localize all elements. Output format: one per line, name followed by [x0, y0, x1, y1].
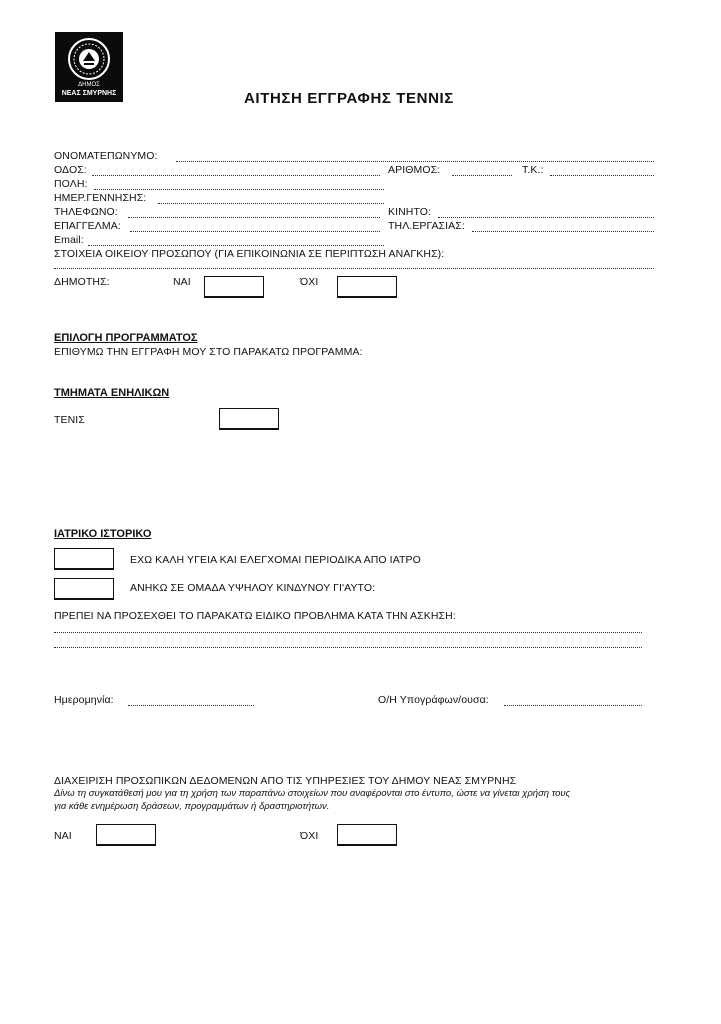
emergency-label: ΣΤΟΙΧΕΙΑ ΟΙΚΕΙΟΥ ΠΡΟΣΩΠΟΥ (ΓΙΑ ΕΠΙΚΟΙΝΩΝΙΑ ΣΕ ΠΕΡΙΠΤΩΣΗ ΑΝΑΓΚΗΣ): — [54, 248, 445, 260]
logo-line-2: ΝΕΑΣ ΣΜΥΡΝΗΣ — [61, 90, 117, 97]
healthy-checkbox[interactable] — [54, 548, 114, 570]
emergency-field[interactable] — [54, 268, 654, 269]
birthdate-label: ΗΜΕΡ.ΓΕΝΝΗΣΗΣ: — [54, 192, 147, 204]
number-label: ΑΡΙΘΜΟΣ: — [388, 164, 441, 176]
email-field[interactable] — [88, 245, 384, 246]
resident-label: ΔΗΜΟΤΗΣ: — [54, 276, 110, 288]
adults-heading: ΤΜΗΜΑΤΑ ΕΝΗΛΙΚΩΝ — [54, 387, 170, 399]
resident-no-checkbox[interactable] — [337, 276, 397, 298]
mobile-field[interactable] — [438, 217, 654, 218]
fullname-field[interactable] — [176, 161, 654, 162]
gdpr-no-checkbox[interactable] — [337, 824, 397, 846]
phone-field[interactable] — [128, 217, 380, 218]
page-title: ΑΙΤΗΣΗ ΕΓΓΡΑΦΗΣ ΤΕΝΝΙΣ — [244, 90, 454, 107]
postcode-field[interactable] — [550, 175, 654, 176]
medical-heading: ΙΑΤΡΙΚΟ ΙΣΤΟΡΙΚΟ — [54, 528, 152, 540]
tennis-label: ΤΕΝΙΣ — [54, 414, 85, 426]
street-field[interactable] — [92, 175, 380, 176]
program-desc: ΕΠΙΘΥΜΩ ΤΗΝ ΕΓΓΡΑΦΗ ΜΟΥ ΣΤΟ ΠΑΡΑΚΑΤΩ ΠΡΟΓΡΑΜΜΑ: — [54, 346, 363, 358]
postcode-label: Τ.Κ.: — [522, 164, 544, 176]
city-field[interactable] — [94, 189, 384, 190]
special-problem-label: ΠΡΕΠΕΙ ΝΑ ΠΡΟΣΕΧΘΕΙ ΤΟ ΠΑΡΑΚΑΤΩ ΕΙΔΙΚΟ ΠΡΟΒΛΗΜΑ ΚΑΤΑ ΤΗΝ ΑΣΚΗΣΗ: — [54, 610, 456, 622]
gdpr-line-2: για κάθε ενημέρωση δράσεων, προγραμμάτων ή δραστηριοτήτων. — [54, 801, 330, 812]
resident-yes-label: ΝΑΙ — [173, 276, 191, 288]
gdpr-title: ΔΙΑΧΕΙΡΙΣΗ ΠΡΟΣΩΠΙΚΩΝ ΔΕΔΟΜΕΝΩΝ ΑΠΟ ΤΙΣ ΥΠΗΡΕΣΙΕΣ ΤΟΥ ΔΗΜΟΥ ΝΕΑΣ ΣΜΥΡΝΗΣ — [54, 775, 517, 787]
date-label: Ημερομηνία: — [54, 694, 114, 706]
high-risk-label: ΑΝΗΚΩ ΣΕ ΟΜΑΔΑ ΥΨΗΛΟΥ ΚΙΝΔΥΝΟΥ ΓΙ'ΑΥΤΟ: — [130, 582, 376, 594]
work-phone-field[interactable] — [472, 231, 654, 232]
gdpr-yes-label: ΝΑΙ — [54, 830, 72, 842]
seal-icon — [67, 37, 111, 81]
phone-label: ΤΗΛΕΦΩΝΟ: — [54, 206, 118, 218]
street-label: ΟΔΟΣ: — [54, 164, 87, 176]
healthy-label: ΕΧΩ ΚΑΛΗ ΥΓΕΙΑ ΚΑΙ ΕΛΕΓΧΟΜΑΙ ΠΕΡΙΟΔΙΚΑ ΑΠΟ ΙΑΤΡΟ — [130, 554, 421, 566]
signer-field[interactable] — [504, 705, 642, 706]
mobile-label: ΚΙΝΗΤΟ: — [388, 206, 432, 218]
high-risk-checkbox[interactable] — [54, 578, 114, 600]
municipality-logo — [55, 32, 123, 102]
work-phone-label: ΤΗΛ.ΕΡΓΑΣΙΑΣ: — [388, 220, 465, 232]
tennis-checkbox[interactable] — [219, 408, 279, 430]
resident-no-label: ΌΧΙ — [300, 276, 319, 288]
gdpr-line-1: Δίνω τη συγκατάθεσή μου για τη χρήση των παραπάνω στοιχείων που αναφέρονται στο έντυπο, ώστε να γίνεται χρήση τους — [54, 788, 571, 799]
email-label: Email: — [54, 234, 84, 246]
profession-label: ΕΠΑΓΓΕΛΜΑ: — [54, 220, 121, 232]
gdpr-no-label: ΌΧΙ — [300, 830, 319, 842]
birthdate-field[interactable] — [158, 203, 384, 204]
date-field[interactable] — [128, 705, 254, 706]
gdpr-yes-checkbox[interactable] — [96, 824, 156, 846]
resident-yes-checkbox[interactable] — [204, 276, 264, 298]
profession-field[interactable] — [130, 231, 380, 232]
special-problem-line-2[interactable] — [54, 647, 642, 648]
city-label: ΠΟΛΗ: — [54, 178, 88, 190]
special-problem-line-1[interactable] — [54, 632, 642, 633]
number-field[interactable] — [452, 175, 512, 176]
logo-line-1: ΔΗΜΟΣ — [78, 82, 100, 88]
signer-label: Ο/Η Υπογράφων/ουσα: — [378, 694, 489, 706]
fullname-label: ΟΝΟΜΑΤΕΠΩΝΥΜΟ: — [54, 150, 158, 162]
program-heading: ΕΠΙΛΟΓΗ ΠΡΟΓΡΑΜΜΑΤΟΣ — [54, 332, 198, 344]
